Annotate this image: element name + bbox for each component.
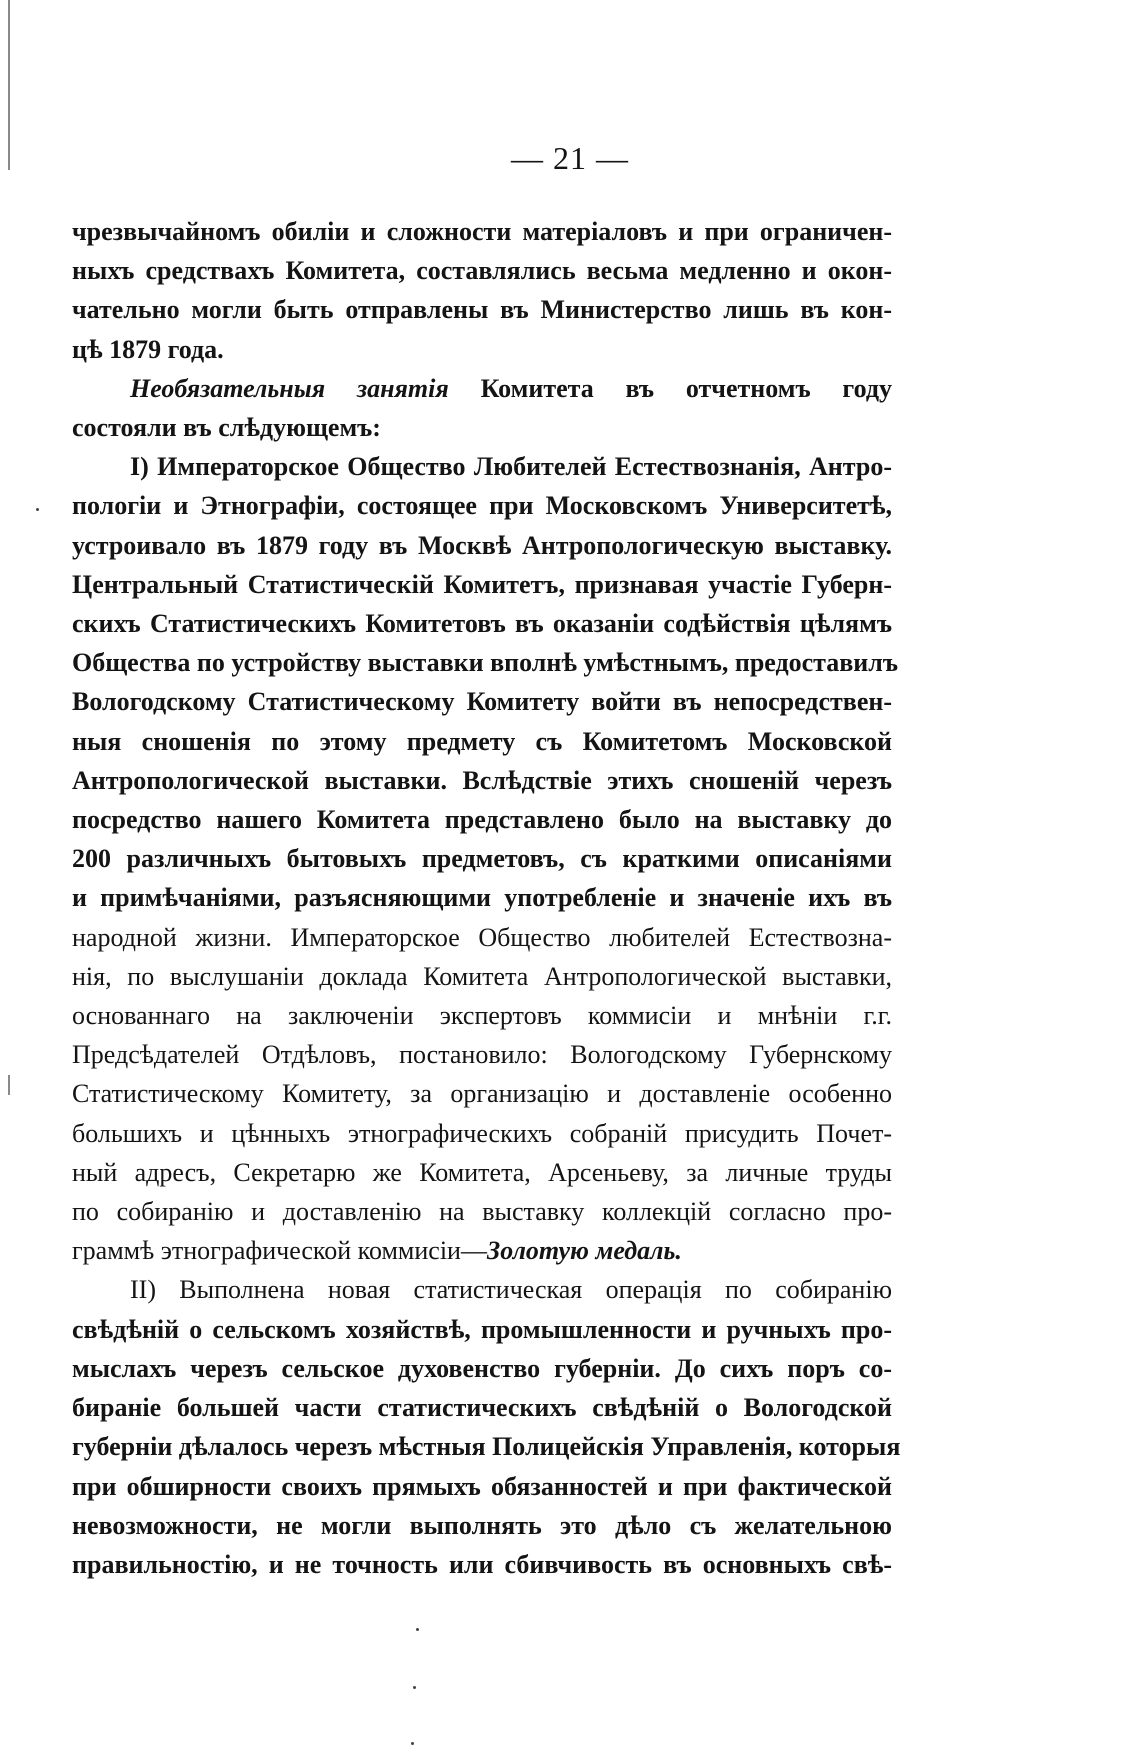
text-line: ныхъ средствахъ Комитета, составлялись весьма медленно и окон-	[72, 256, 892, 286]
paragraph-2	[72, 369, 892, 447]
text-line: скихъ Статистическихъ Комитетовъ въ оказаніи содѣйствія цѣлямъ	[72, 609, 892, 639]
text-fragment: граммѣ этнографической коммисіи—	[72, 1236, 487, 1266]
text-line: посредство нашего Комитета представлено было на выставку до	[72, 805, 892, 835]
text-line: II) Выполнена новая статистическая операція по собиранію	[130, 1275, 892, 1305]
speck-mark	[36, 508, 39, 511]
paragraph-4	[72, 1270, 901, 1584]
text-line: свѣдѣній о сельскомъ хозяйствѣ, промышленности и ручныхъ про-	[72, 1314, 892, 1344]
text-line: Вологодскому Статистическому Комитету войти въ непосредствен-	[72, 687, 892, 717]
text-line: Общества по устройству выставки вполнѣ умѣстнымъ, предоставилъ	[72, 648, 899, 678]
scan-edge-mark	[8, 1075, 10, 1095]
text-line: народной жизни. Императорское Общество любителей Естествозна-	[72, 922, 892, 952]
text-line: устроивало въ 1879 году въ Москвѣ Антропологическую выставку.	[72, 530, 892, 560]
text-line	[72, 1231, 892, 1270]
text-line: Предсѣдателей Отдѣловъ, постановило: Вологодскому Губернскому	[72, 1040, 892, 1070]
speck-mark	[413, 1686, 416, 1689]
text-line: правильностію, и не точность или сбивчивость въ основныхъ свѣ-	[72, 1549, 892, 1579]
text-line: основаннаго на заключеніи экспертовъ коммисіи и мнѣніи г.г.	[72, 1001, 892, 1031]
text-line: губерніи дѣлалось черезъ мѣстныя Полицейскія Управленія, которыя	[72, 1432, 901, 1462]
page-number: — 21 —	[511, 140, 629, 176]
text-line: состояли въ слѣдующемъ:	[72, 413, 381, 443]
text-line: мыслахъ черезъ сельское духовенство губерніи. До сихъ поръ со-	[72, 1353, 892, 1383]
text-line: по собиранію и доставленію на выставку коллекцій согласно про-	[72, 1197, 892, 1227]
text-line: цѣ 1879 года.	[72, 334, 224, 364]
text-line: 200 различныхъ бытовыхъ предметовъ, съ краткими описаніями	[72, 844, 892, 874]
text-line: при обширности своихъ прямыхъ обязанностей и при фактической	[72, 1471, 892, 1501]
text-line: Статистическому Комитету, за организацію и доставленіе особенно	[72, 1079, 892, 1109]
award-name: Золотую медаль.	[486, 1236, 682, 1266]
speck-mark	[416, 1628, 419, 1631]
body-text	[72, 212, 901, 1584]
text-line: чательно могли быть отправлены въ Министерство лишь въ кон-	[72, 295, 892, 325]
text-line: нія, по выслушаніи доклада Комитета Антропологической выставки,	[72, 961, 892, 991]
text-line: I) Императорское Общество Любителей Естествознанія, Антро-	[130, 452, 892, 482]
paragraph-1	[72, 212, 892, 369]
text-fragment: Комитета въ отчетномъ году	[448, 373, 892, 403]
text-line: ныя сношенія по этому предмету съ Комитетомъ Московской	[72, 726, 892, 756]
text-line: и примѣчаніями, разъясняющими употребленіе и значеніе ихъ въ	[72, 883, 892, 913]
paragraph-3	[72, 447, 899, 1270]
text-line: пологіи и Этнографіи, состоящее при Московскомъ Университетѣ,	[72, 491, 892, 521]
text-line: Центральный Статистическій Комитетъ, признавая участіе Губерн-	[72, 569, 892, 599]
section-heading: Необязательныя занятія	[130, 373, 449, 403]
text-line: бираніе большей части статистическихъ свѣдѣній о Вологодской	[72, 1393, 892, 1423]
text-line: ный адресъ, Секретарю же Комитета, Арсеньеву, за личные труды	[72, 1157, 892, 1187]
text-line	[72, 369, 892, 408]
speck-mark	[411, 1742, 414, 1745]
text-line: невозможности, не могли выполнять это дѣло съ желательною	[72, 1510, 892, 1540]
text-line: Антропологической выставки. Вслѣдствіе этихъ сношеній черезъ	[72, 765, 892, 795]
text-line: большихъ и цѣнныхъ этнографическихъ собраній присудить Почет-	[72, 1118, 892, 1148]
text-line: чрезвычайномъ обиліи и сложности матеріаловъ и при ограничен-	[72, 217, 892, 246]
